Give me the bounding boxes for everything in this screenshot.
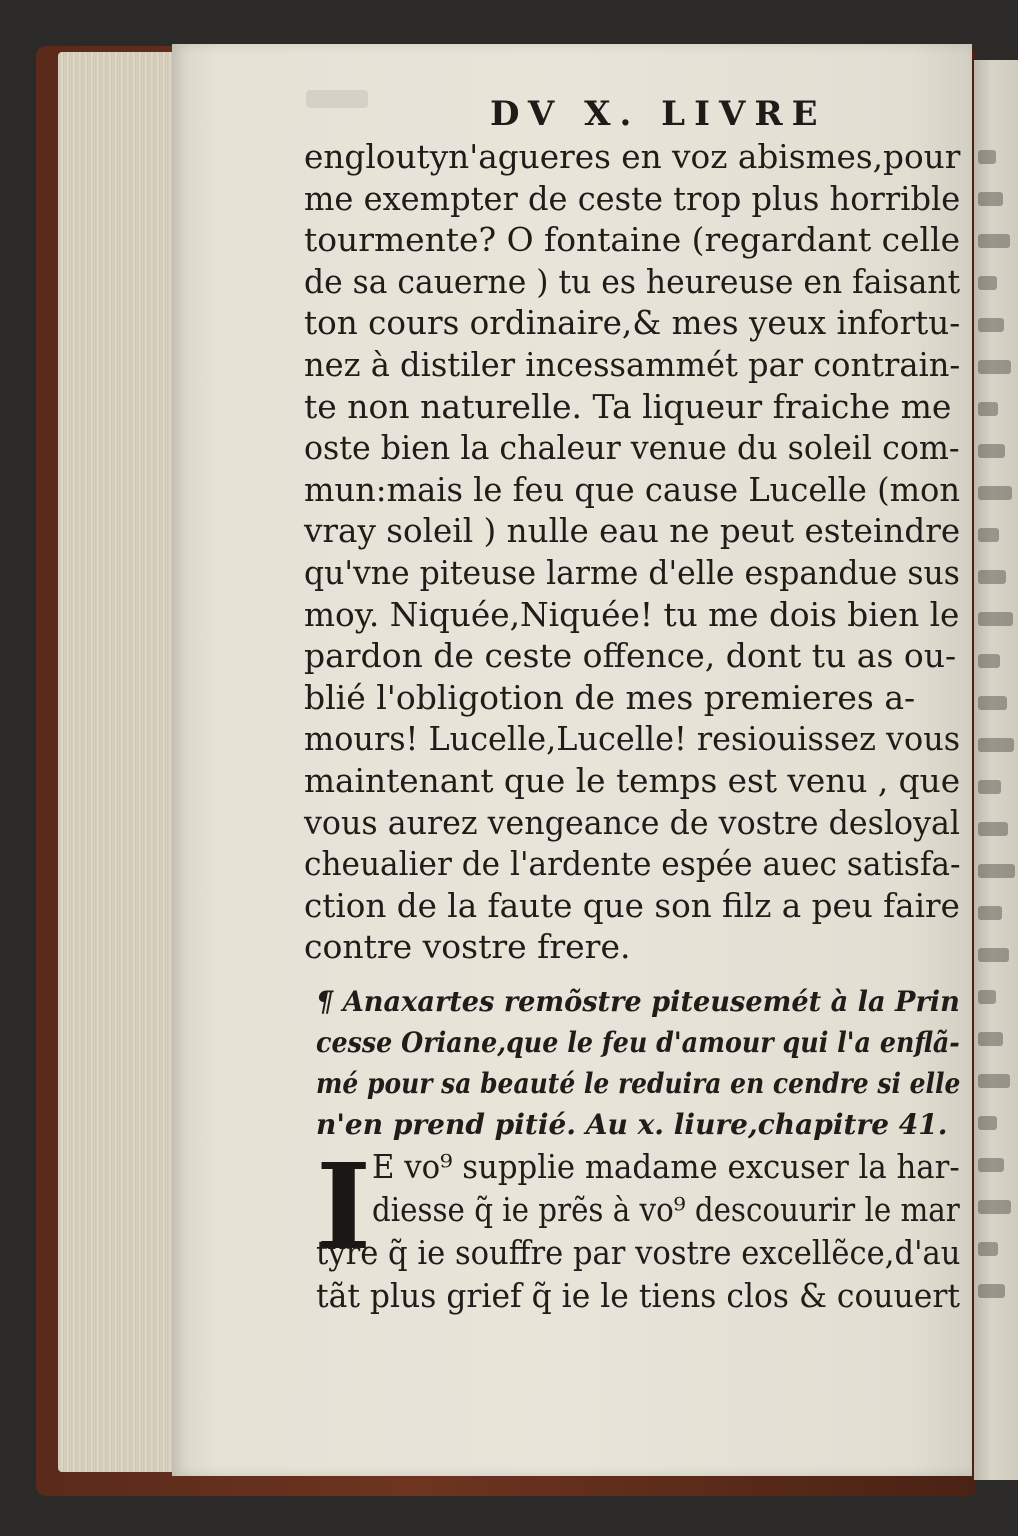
chapter-line: E vo⁹ supplie madame excuser la har- (372, 1147, 960, 1186)
chapter-line: tãt plus grief q̃ ie le tiens clos & couuert (316, 1276, 960, 1315)
facing-text-fragment (978, 1284, 1005, 1298)
facing-text-fragment (978, 570, 1006, 584)
facing-text-fragment (978, 150, 996, 164)
text-line: mours! Lucelle,Lucelle! resiouissez vous (304, 719, 961, 759)
facing-text-fragment (978, 864, 1015, 878)
facing-text-fragment (978, 402, 998, 416)
faint-page-number (306, 90, 368, 108)
text-line: qu'vne piteuse larme d'elle espandue sus (304, 553, 960, 592)
facing-text-fragment (978, 360, 1011, 374)
facing-text-fragment (978, 906, 1002, 920)
facing-text-fragment (978, 948, 1009, 962)
chapter-line: diesse q̃ ie prẽs à vo⁹ descouurir le mar (372, 1190, 960, 1229)
drop-capital: I (316, 1137, 372, 1276)
text-line: ction de la faute que son filz a peu faire (304, 885, 960, 925)
facing-text-fragment (978, 696, 1007, 710)
text-line: pardon de ceste offence, dont tu as ou- (304, 636, 957, 676)
rubric-line: mé pour sa beauté le reduira en cendre si elle (316, 1067, 961, 1100)
text-line: vray soleil ) nulle eau ne peut esteindre (304, 511, 961, 551)
rubric-line: n'en prend pitié. Au x. liure,chapitre 41. (316, 1108, 948, 1141)
facing-text-fragment (978, 1074, 1010, 1088)
text-line: te non naturelle. Ta liqueur fraiche me (304, 386, 952, 426)
facing-text-fragment (978, 528, 999, 542)
facing-text-fragment (978, 780, 1001, 794)
text-line: me exempter de ceste trop plus horrible (304, 178, 961, 218)
facing-text-fragment (978, 1200, 1011, 1214)
facing-text-fragment (978, 444, 1005, 458)
facing-text-fragment (978, 318, 1004, 332)
text-line: moy. Niquée,Niquée! tu me dois bien le (304, 594, 960, 634)
running-head: DV X. LIVRE (490, 94, 827, 134)
facing-text-fragment (978, 192, 1003, 206)
text-line: oste bien la chaleur venue du soleil com- (304, 428, 960, 468)
text-line: vous aurez vengeance de vostre desloyal (304, 802, 961, 842)
facing-text-fragment (978, 654, 1000, 668)
text-line: maintenant que le temps est venu , que (304, 761, 961, 800)
text-line: de sa cauerne ) tu es heureuse en faisant (304, 261, 961, 301)
facing-text-fragment (978, 1242, 998, 1256)
text-line: blié l'obligotion de mes premieres a- (304, 677, 916, 717)
facing-text-fragment (978, 1116, 997, 1130)
facing-text-fragment (978, 276, 997, 290)
text-line: cheualier de l'ardente espée auec satisfa- (304, 844, 961, 884)
text-line: ton cours ordinaire,& mes yeux infortu- (304, 303, 961, 343)
facing-page-edge (974, 60, 1018, 1480)
text-line: engloutyn'agueres en voz abismes,pour (304, 137, 961, 176)
facing-text-fragment (978, 822, 1008, 836)
facing-text-fragment (978, 234, 1010, 248)
facing-text-fragment (978, 1158, 1004, 1172)
facing-text-fragment (978, 1032, 1003, 1046)
text-line: mun:mais le feu que cause Lucelle (mon (304, 469, 961, 509)
facing-text-fragment (978, 738, 1014, 752)
facing-text-fragment (978, 990, 996, 1004)
chapter-line: tyre q̃ ie souffre par vostre excellẽce,d'au (316, 1233, 961, 1272)
text-line: contre vostre frere. (304, 927, 631, 967)
rubric-line: ¶ Anaxartes remõstre piteusemét à la Prin (316, 985, 960, 1018)
page-edges (58, 52, 176, 1472)
rubric-line: cesse Oriane,que le feu d'amour qui l'a enflã- (316, 1026, 960, 1059)
facing-text-fragment (978, 486, 1012, 500)
text-line: tourmente? O fontaine (regardant celle (304, 220, 961, 260)
facing-text-fragment (978, 612, 1013, 626)
text-line: nez à distiler incessammét par contrain- (304, 345, 961, 384)
